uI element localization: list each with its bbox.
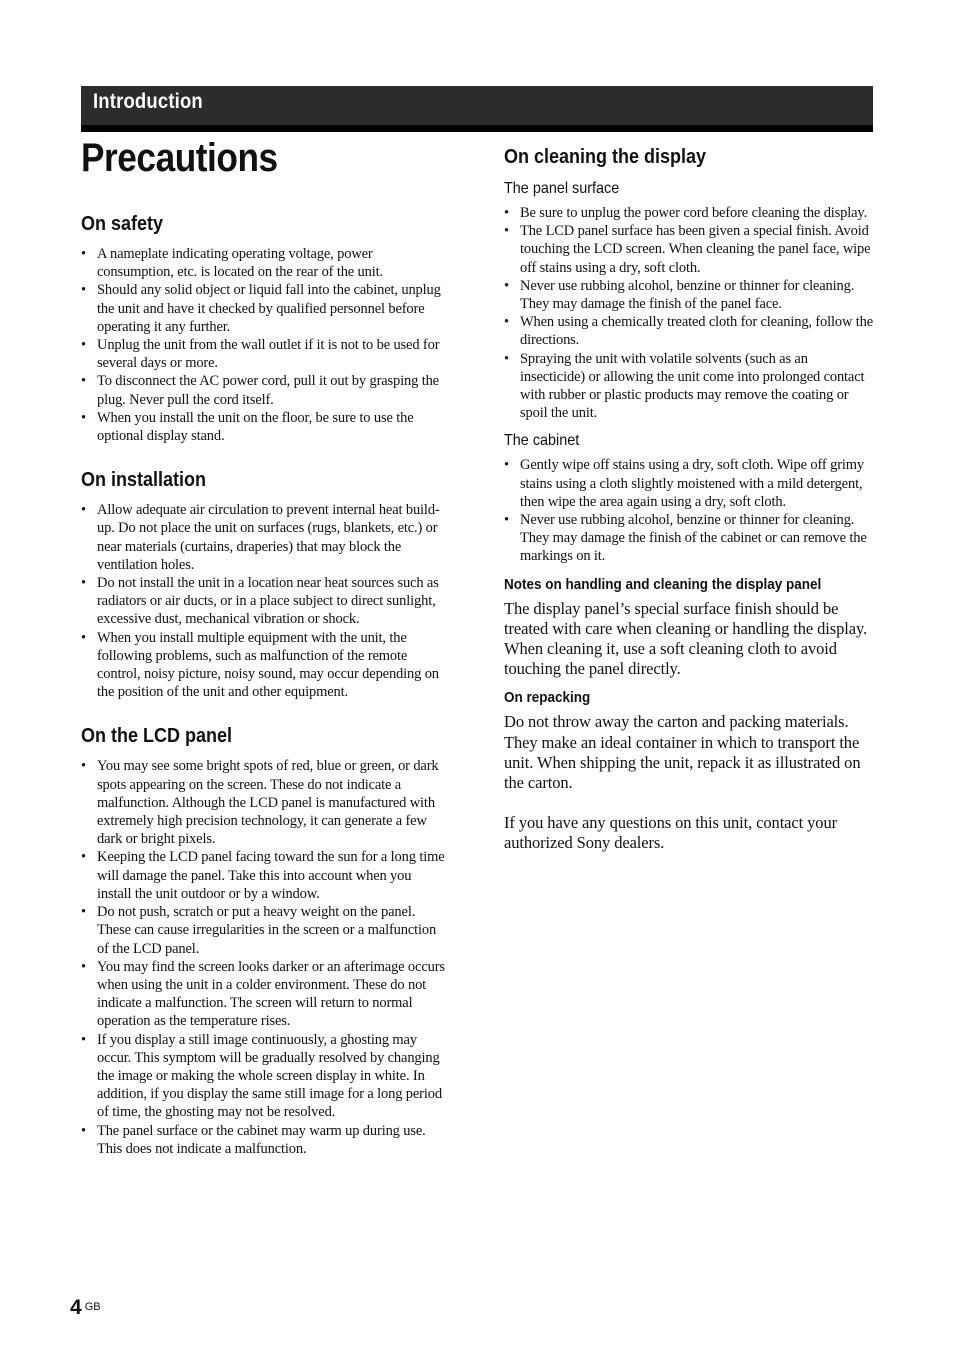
contact-text: If you have any questions on this unit, contact your authorized Sony dealers. xyxy=(504,813,837,853)
repacking-heading: On repacking xyxy=(504,689,591,707)
cabinet-list xyxy=(504,456,874,565)
list-item: • Keeping the LCD panel facing toward the sun for a long time will damage the panel. Take this into account when you install the unit outdoor or by a window. xyxy=(81,848,449,903)
handling-text: The display panel’s special surface finish should be treated with care when cleaning or handling the display. When cleaning it, use a soft cleaning cloth to avoid touching the panel directly. xyxy=(504,598,868,679)
safety-list xyxy=(81,245,449,445)
list-item: • To disconnect the AC power cord, pull it out by grasping the plug. Never pull the cord itself. xyxy=(81,372,449,408)
cabinet-heading: The cabinet xyxy=(504,432,580,450)
list-item: • Be sure to unplug the power cord before cleaning the display. xyxy=(504,204,874,222)
page-number-suffix: GB xyxy=(84,1301,101,1313)
list-item: • When using a chemically treated cloth for cleaning, follow the directions. xyxy=(504,313,874,349)
panel-surface-heading: The panel surface xyxy=(504,180,620,197)
repacking-text: Do not throw away the carton and packing materials. They make an ideal container in which to transport the unit. When shipping the unit, repack it as illustrated on the carton. xyxy=(504,712,861,793)
list-item: • Do not install the unit in a location near heat sources such as radiators or air ducts, or in a place subject to direct sunlight, excessive dust, mechanical vibration or shock. xyxy=(81,574,449,629)
list-item: • Never use rubbing alcohol, benzine or thinner for cleaning. They may damage the finish of the panel face. xyxy=(504,277,874,313)
list-item: • Spraying the unit with volatile solvents (such as an insecticide) or allowing the unit come into prolonged contact with rubber or plastic products may remove the coating or spoil the unit. xyxy=(504,350,874,423)
lcd-panel-heading: On the LCD panel xyxy=(81,725,233,748)
list-item: • If you display a still image continuously, a ghosting may occur. This symptom will be gradually resolved by changing the image or making the whole screen display in white. In addition, if you display the same still image for a long period of time, the ghosting may not be resolved. xyxy=(81,1031,449,1122)
list-item: • You may see some bright spots of red, blue or green, or dark spots appearing on the screen. These do not indicate a malfunction. Although the LCD panel is manufactured with extremely high precision technology, it can generate a few dark or bright pixels. xyxy=(81,757,449,848)
list-item: • When you install the unit on the floor, be sure to use the optional display stand. xyxy=(81,409,449,445)
handling-heading: Notes on handling and cleaning the display panel xyxy=(504,575,822,593)
installation-heading: On installation xyxy=(81,469,207,492)
panel-surface-list xyxy=(504,204,874,422)
section-header-bar xyxy=(81,86,873,132)
list-item: • Never use rubbing alcohol, benzine or thinner for cleaning. They may damage the finish of the cabinet or can remove the markings on it. xyxy=(504,511,874,566)
installation-list xyxy=(81,501,449,701)
list-item: • Unplug the unit from the wall outlet if it is not to be used for several days or more. xyxy=(81,336,449,372)
list-item: • When you install multiple equipment with the unit, the following problems, such as malfunction of the remote control, noisy picture, noisy sound, may occur depending on the position of the unit and other equipment. xyxy=(81,629,449,702)
list-item: • The LCD panel surface has been given a special finish. Avoid touching the LCD screen. When cleaning the panel face, wipe off stains using a dry, soft cloth. xyxy=(504,222,874,277)
lcd-panel-list xyxy=(81,757,449,1157)
list-item: • The panel surface or the cabinet may warm up during use. This does not indicate a malfunction. xyxy=(81,1122,449,1158)
cleaning-heading: On cleaning the display xyxy=(504,146,707,168)
list-item: • A nameplate indicating operating voltage, power consumption, etc. is located on the rear of the unit. xyxy=(81,245,449,281)
page-title: Precautions xyxy=(81,136,278,180)
page-footer xyxy=(70,1296,101,1320)
list-item: • Gently wipe off stains using a dry, soft cloth. Wipe off grimy stains using a cloth slightly moistened with a mild detergent, then wipe the area again using a dry, soft cloth. xyxy=(504,456,874,511)
list-item: • Do not push, scratch or put a heavy weight on the panel. These can cause irregularities in the screen or a malfunction of the LCD panel. xyxy=(81,903,449,958)
list-item: • Should any solid object or liquid fall into the cabinet, unplug the unit and have it checked by qualified personnel before operating it any further. xyxy=(81,281,449,336)
right-column xyxy=(504,143,874,854)
left-column xyxy=(81,210,449,1158)
list-item: • You may find the screen looks darker or an afterimage occurs when using the unit in a colder environment. These do not indicate a malfunction. The screen will return to normal operation as the temperature rises. xyxy=(81,958,449,1031)
section-label: Introduction xyxy=(93,90,203,113)
safety-heading: On safety xyxy=(81,213,164,235)
list-item: • Allow adequate air circulation to prevent internal heat build-up. Do not place the unit on surfaces (rugs, blankets, etc.) or near materials (curtains, draperies) that may block the ventilation holes. xyxy=(81,501,449,574)
page-number: 4 xyxy=(70,1296,82,1319)
